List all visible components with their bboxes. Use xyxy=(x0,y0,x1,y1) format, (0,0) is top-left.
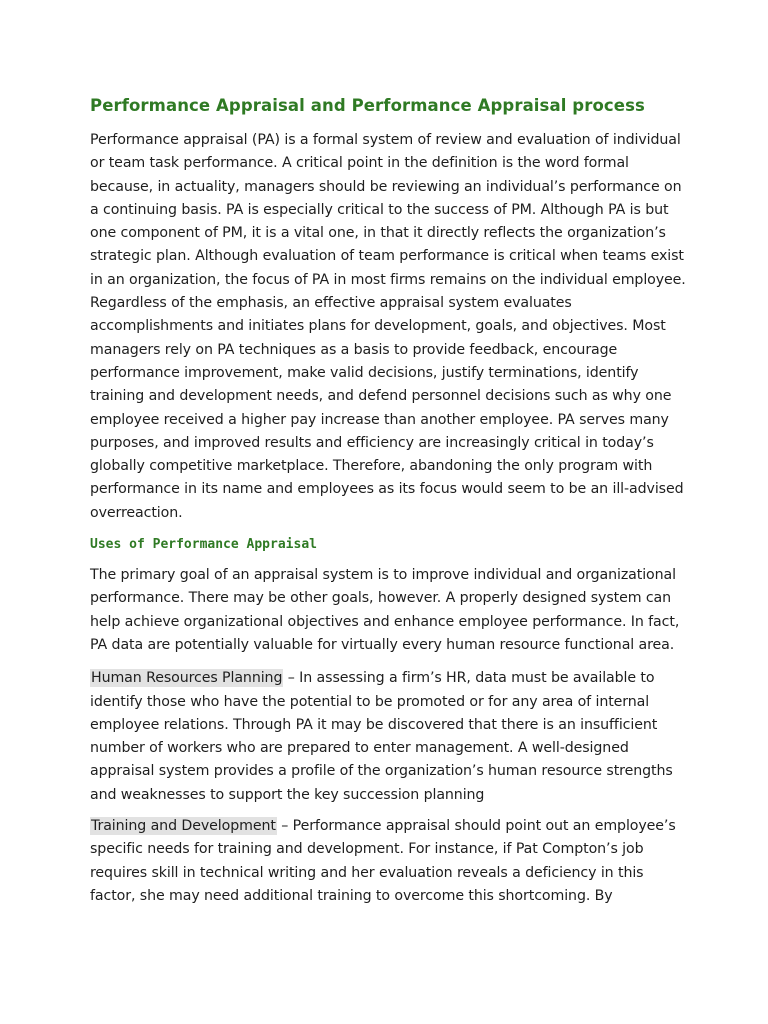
training-text: – Performance appraisal should point out an employee’s specific needs for training and development. For instance, if Pat Compton’s job requires skill in technical writing and her evaluation reveals a deficiency in this factor, she may need additional training to overcome this shortcoming. By xyxy=(90,818,676,904)
uses-heading: Uses of Performance Appraisal xyxy=(90,537,317,553)
hr-planning-term: Human Resources Planning xyxy=(91,670,283,687)
hr-planning-text: – In assessing a firm’s HR, data must be available to identify those who have the potential to be promoted or for any area of internal employee relations. Through PA it may be discovered that there is an insufficient number of workers who are prepared to enter management. A well-designed appraisal system provides a profile of the organization’s human resource strengths and weaknesses to support the key succession planning xyxy=(90,670,673,803)
training-paragraph xyxy=(90,815,690,908)
intro-paragraph: Performance appraisal (PA) is a formal system of review and evaluation of individual or team task performance. A critical point in the definition is the word formal because, in actuality, managers should be reviewing an individual’s performance on a continuing basis. PA is especially critical to the success of PM. Although PA is but one component of PM, it is a vital one, in that it directly reflects the organization’s strategic plan. Although evaluation of team performance is critical when teams exist in an organization, the focus of PA in most firms remains on the individual employee. Regardless of the emphasis, an effective appraisal system evaluates accomplishments and initiates plans for development, goals, and objectives. Most managers rely on PA techniques as a basis to provide feedback, encourage performance improvement, make valid decisions, justify terminations, identify training and development needs, and defend personnel decisions such as why one employee received a higher pay increase than another employee. PA serves many purposes, and improved results and efficiency are increasingly critical in today’s globally competitive marketplace. Therefore, abandoning the only program with performance in its name and employees as its focus would seem to be an ill-advised overreaction. xyxy=(90,132,686,521)
uses-paragraph: The primary goal of an appraisal system is to improve individual and organizational performance. There may be other goals, however. A properly designed system can help achieve organizational objectives and enhance employee performance. In fact, PA data are potentially valuable for virtually every human resource functional area. xyxy=(90,567,680,653)
hr-planning-paragraph xyxy=(90,667,690,807)
training-term: Training and Development xyxy=(91,818,276,835)
page-title: Performance Appraisal and Performance Appraisal process xyxy=(90,96,645,115)
document-page xyxy=(90,96,690,908)
